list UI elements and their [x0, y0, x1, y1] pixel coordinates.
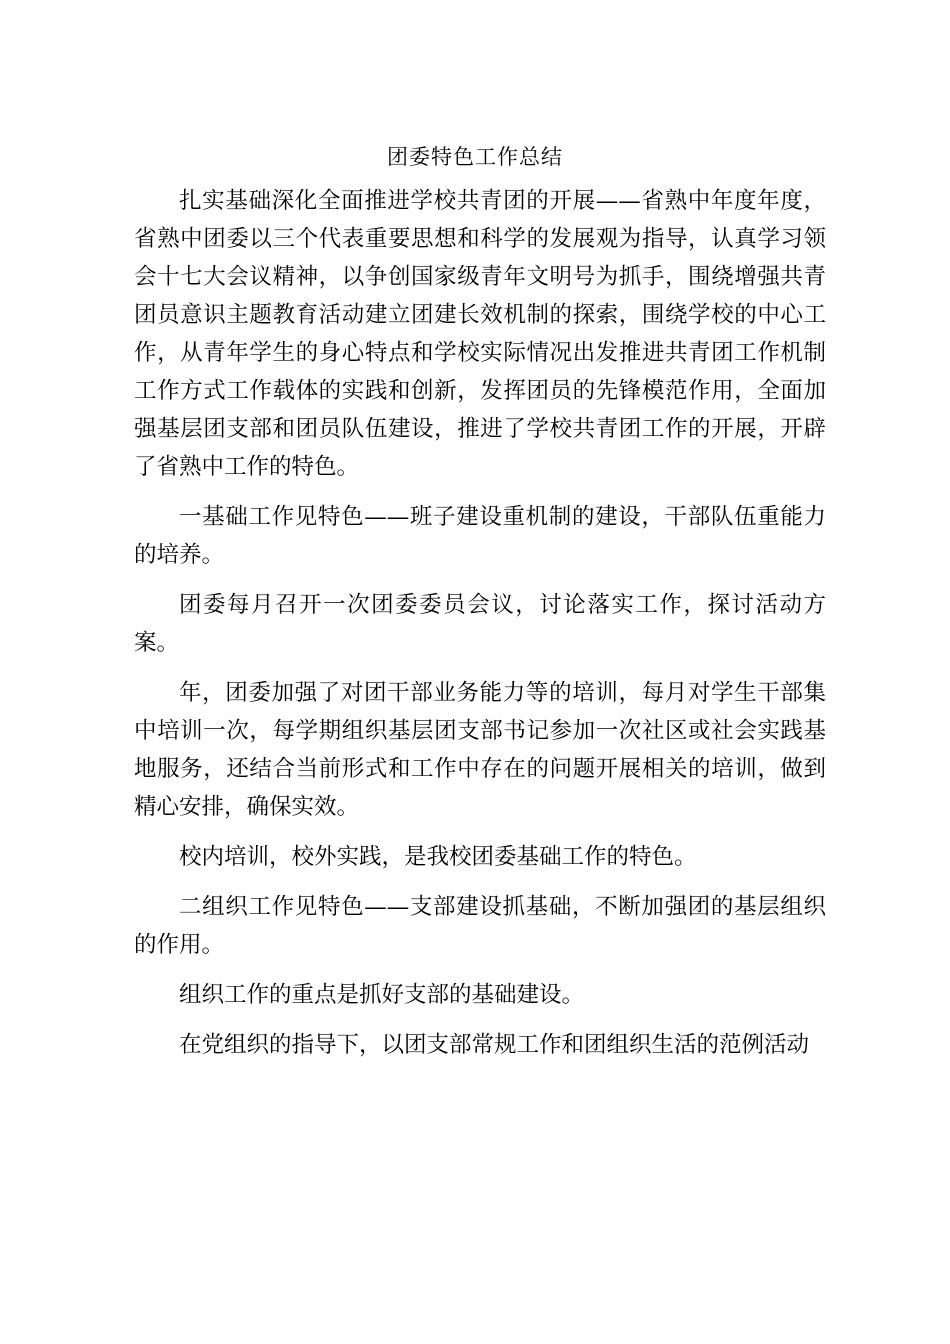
paragraph-4: 年，团委加强了对团干部业务能力等的培训，每月对学生干部集中培训一次，每学期组织基层团支部书记参加一次社区或社会实践基地服务，还结合当前形式和工作中存在的问题开展相关的培训，做到精心安排，确保实效。 — [134, 680, 826, 820]
paragraph-8: 在党组织的指导下，以团支部常规工作和团组织生活的范例活动 — [179, 1032, 810, 1058]
paragraph-5: 校内培训，校外实践，是我校团委基础工作的特色。 — [179, 844, 697, 870]
document-body — [134, 182, 826, 1076]
paragraph-3: 团委每月召开一次团委委员会议，讨论落实工作，探讨活动方案。 — [134, 592, 826, 656]
paragraph-2: 一基础工作见特色——班子建设重机制的建设，干部队伍重能力的培养。 — [134, 504, 826, 568]
paragraph-7: 组织工作的重点是抓好支部的基础建设。 — [179, 982, 585, 1008]
paragraph-6: 二组织工作见特色——支部建设抓基础，不断加强团的基层组织的作用。 — [134, 894, 826, 958]
paragraph-1: 扎实基础深化全面推进学校共青团的开展——省熟中年度年度，省熟中团委以三个代表重要思想和科学的发展观为指导，认真学习领会十七大会议精神，以争创国家级青年文明号为抓手，围绕增强共青团员意识主题教育活动建立团建长效机制的探索，围绕学校的中心工作，从青年学生的身心特点和学校实际情况出发推进共青团工作机制工作方式工作载体的实践和创新，发挥团员的先锋模范作用，全面加强基层团支部和团员队伍建设，推进了学校共青团工作的开展，开辟了省熟中工作的特色。 — [134, 188, 826, 480]
document-title: 团委特色工作总结 — [387, 145, 563, 169]
